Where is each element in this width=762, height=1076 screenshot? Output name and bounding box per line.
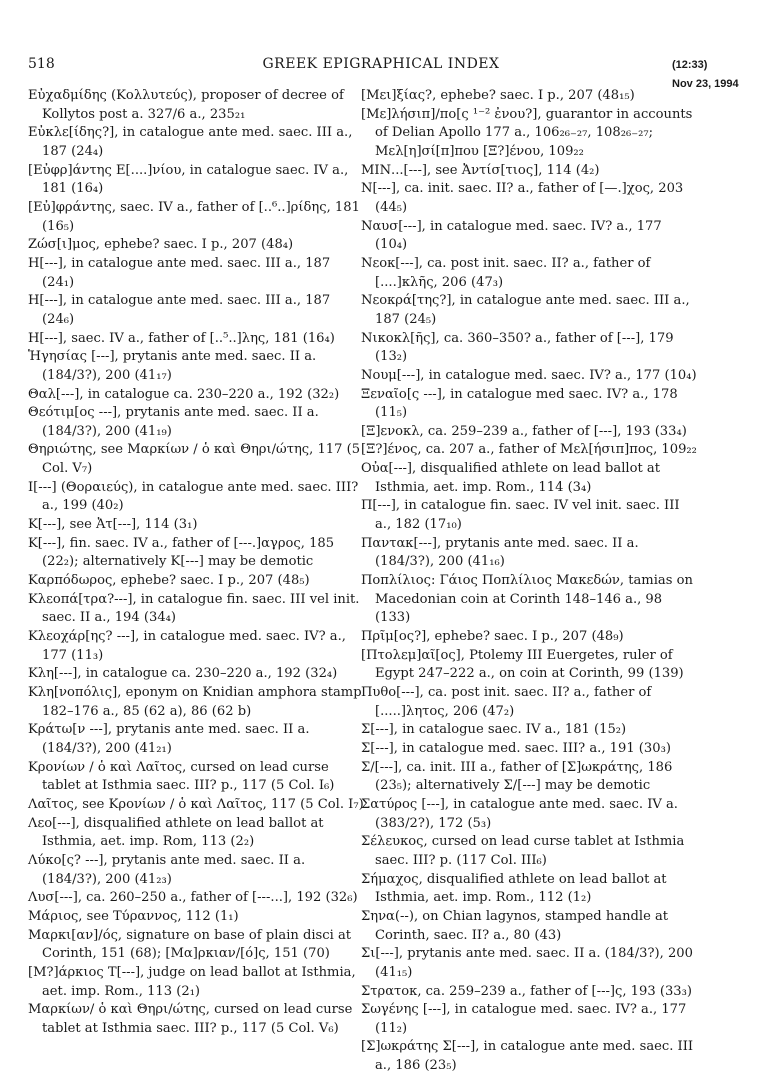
index-entry: Σ/[---], ca. init. III a., father of [Σ]ωκράτης, 186 (23₅); alternatively Σ/[---] may be demotic (361, 759, 673, 794)
running-head: GREEK EPIGRAPHICAL INDEX (262, 56, 500, 72)
index-entry: Σατύρος [---], in catalogue ante med. saec. IV a. (383/2?), 172 (5₃) (361, 796, 678, 831)
index-entry: Παντακ[---], prytanis ante med. saec. II a. (184/3?), 200 (41₁₆) (361, 535, 639, 570)
index-entry: Θεότιμ[ος ---], prytanis ante med. saec. II a. (184/3?), 200 (41₁₉) (28, 405, 319, 439)
index-entry: Πρῖμ[ος?], ephebe? saec. I p., 207 (48₉) (361, 629, 624, 645)
index-entry: [Εὐφρ]άντης Ε[....]νίου, in catalogue saec. IV a., 181 (16₄) (28, 162, 349, 197)
index-entry: [Εὐ]φράντης, saec. IV a., father of [..⁶..]ρίδης, 181 (16₅) (28, 199, 360, 234)
index-entry: Η[---], saec. IV a., father of [..⁵..]λης, 181 (16₄) (28, 330, 335, 346)
index-entry: [Σ]ωκράτης Σ[---], in catalogue ante med. saec. III a., 186 (23₅) (361, 1039, 694, 1074)
index-entry: Νικοκλ[ῆς], ca. 360–350? a., father of [---], 179 (13₂) (361, 330, 674, 365)
index-entry: Λαῖτος, see Κρονίων / ὁ καὶ Λαῖτος, 117 (5 Col. I₇) (28, 796, 364, 812)
index-entry: Η[---], in catalogue ante med. saec. III a., 187 (24₆) (28, 293, 331, 327)
index-entry: Σωγένης [---], in catalogue med. saec. IV? a., 177 (11₂) (361, 1002, 687, 1036)
index-entry: Μάριος, see Τύραννος, 112 (1₁) (28, 908, 239, 924)
index-entry: Κ[---], see Ἀτ[---], 114 (3₁) (28, 517, 198, 533)
index-entry: [Με]λήσιπ]/πο[ς ¹⁻² ἐνου?], guarantor in accounts of Delian Apollo 177 a., 106₂₆₋₂₇, 108₂₆₋₂₇; Μελ[η]σί[π]που [Ξ?]ένου, 109₂₂ (361, 106, 693, 159)
index-entry: ΜΙΝ...[---], see Ἀντίσ[τιος], 114 (4₂) (361, 162, 600, 178)
index-entry: Οὐα[---], disqualified athlete on lead ballot at Isthmia, aet. imp. Rom., 114 (3₄) (361, 461, 660, 495)
index-entry: Ι[---] (Θοραιεύς), in catalogue ante med. saec. III? a., 199 (40₂) (28, 479, 359, 514)
index-entry: Σ[---], in catalogue saec. IV a., 181 (15₂) (361, 722, 627, 738)
index-entry: Π[---], in catalogue fin. saec. IV vel init. saec. III a., 182 (17₁₀) (361, 498, 680, 533)
index-entry: Ν[---], ca. init. saec. II? a., father of [—.]χος, 203 (44₅) (361, 181, 684, 215)
index-entry: [Ξ?]ένος, ca. 207 a., father of Μελ[ήσιπ]πος, 109₂₂ (361, 442, 697, 458)
index-entry: Εὐχαδμίδης (Κολλυτεύς), proposer of decree of Kollytos post a. 327/6 a., 235₂₁ (28, 88, 344, 122)
index-entry: Κλεοπά[τρα?---], in catalogue fin. saec. III vel init. saec. II a., 194 (34₄) (28, 591, 360, 626)
index-entry: Θηριώτης, see Μαρκίων / ὁ καὶ Θηρι/ώτης, 117 (5 Col. V₇) (28, 442, 361, 477)
index-entry: Κ[---], fin. saec. IV a., father of [---.]αγρος, 185 (22₂); alternatively Κ[---] may be demotic (28, 535, 335, 570)
index-entry: Ποπλίλιος: Γάιος Ποπλίλιος Μακεδών, tamias on Macedonian coin at Corinth 148–146 a., 98 (133) (361, 573, 693, 626)
index-column-left (28, 87, 364, 1038)
index-entry: Νεοκρά[της?], in catalogue ante med. saec. III a., 187 (24₅) (361, 293, 690, 327)
stamp-time: (12:33) (672, 59, 708, 71)
index-entry: [Μει]ξίας?, ephebe? saec. I p., 207 (48₁₅) (361, 88, 635, 103)
index-entry: Μαρκι[αν]/ός, signature on base of plain disci at Corinth, 151 (68); [Μα]ρκιαν/[ό]ς, 151 (70) (28, 927, 352, 962)
index-entry: Νουμ[---], in catalogue med. saec. IV? a., 177 (10₄) (361, 367, 697, 383)
index-entry: Σήμαχος, disqualified athlete on lead ballot at Isthmia, aet. imp. Rom., 112 (1₂) (361, 871, 667, 906)
index-entry: Σ[---], in catalogue med. saec. III? a., 191 (30₃) (361, 740, 671, 756)
index-column-right (361, 87, 697, 1076)
index-entry: [Πτολεμ]αῖ[ος], Ptolemy III Euergetes, ruler of Egypt 247–222 a., on coin at Corinth, 99 (139) (361, 647, 684, 682)
index-entry: Κλη[---], in catalogue ca. 230–220 a., 192 (32₄) (28, 666, 338, 682)
index-entry: Λεο[---], disqualified athlete on lead ballot at Isthmia, aet. imp. Rom, 113 (2₂) (28, 815, 324, 850)
index-entry: Λυσ[---], ca. 260–250 a., father of [---...], 192 (32₆) (28, 890, 358, 906)
index-entry: Εὐκλε[ίδης?], in catalogue ante med. saec. III a., 187 (24₄) (28, 125, 353, 159)
index-entry: Θαλ[---], in catalogue ca. 230–220 a., 192 (32₂) (28, 386, 340, 402)
index-entry: Κλη[νοπόλις], eponym on Knidian amphora stamp 182–176 a., 85 (62 a), 86 (62 b) (28, 685, 362, 719)
index-entry: Πυθο[---], ca. post init. saec. II? a., father of [.....]λητος, 206 (47₂) (361, 685, 652, 719)
index-entry: Σηνα(--), on Chian lagynos, stamped handle at Corinth, saec. II? a., 80 (43) (361, 908, 669, 943)
page-number: 518 (28, 56, 55, 72)
index-entry: [Ξ]ενοκλ, ca. 259–239 a., father of [---], 193 (33₄) (361, 423, 687, 439)
index-entry: Ζώσ[ι]μος, ephebe? saec. I p., 207 (48₄) (28, 237, 294, 253)
index-entry: Σι[---], prytanis ante med. saec. II a. (184/3?), 200 (41₁₅) (361, 946, 693, 980)
index-entry: Κράτω[ν ---], prytanis ante med. saec. II a. (184/3?), 200 (41₂₁) (28, 722, 310, 756)
index-entry: Μαρκίων/ ὁ καὶ Θηρι/ώτης, cursed on lead curse tablet at Isthmia saec. III? p., 117 (5 Col. V₆) (28, 1002, 353, 1036)
index-entry: [Μ?]άρκιος Τ[---], judge on lead ballot at Isthmia, aet. imp. Rom., 113 (2₁) (28, 964, 356, 999)
index-entry: Κλεοχάρ[ης? ---], in catalogue med. saec. IV? a., 177 (11₃) (28, 629, 346, 663)
index-entry: Καρπόδωρος, ephebe? saec. I p., 207 (48₅) (28, 573, 310, 589)
index-entry: Νεοκ[---], ca. post init. saec. II? a., father of [....]κλῆς, 206 (47₃) (361, 255, 651, 290)
index-entry: Λύκο[ς? ---], prytanis ante med. saec. II a. (184/3?), 200 (41₂₃) (28, 852, 306, 887)
index-entry: Ἡγησίας [---], prytanis ante med. saec. II a. (184/3?), 200 (41₁₇) (28, 349, 317, 383)
index-entry: Ναυσ[---], in catalogue med. saec. IV? a., 177 (10₄) (361, 218, 662, 253)
stamp-date: Nov 23, 1994 (672, 78, 739, 90)
index-entry: Κρονίων / ὁ καὶ Λαῖτος, cursed on lead curse tablet at Isthmia saec. III? p., 117 (5 Col. I₆) (28, 759, 335, 794)
index-entry: Η[---], in catalogue ante med. saec. III a., 187 (24₁) (28, 255, 331, 290)
index-entry: Σέλευκος, cursed on lead curse tablet at Isthmia saec. III? p. (117 Col. III₆) (361, 834, 685, 868)
index-entry: Στρατοκ, ca. 259–239 a., father of [---]ς, 193 (33₃) (361, 983, 692, 999)
index-entry: Ξεναῖο[ς ---], in catalogue med saec. IV? a., 178 (11₅) (361, 386, 678, 421)
